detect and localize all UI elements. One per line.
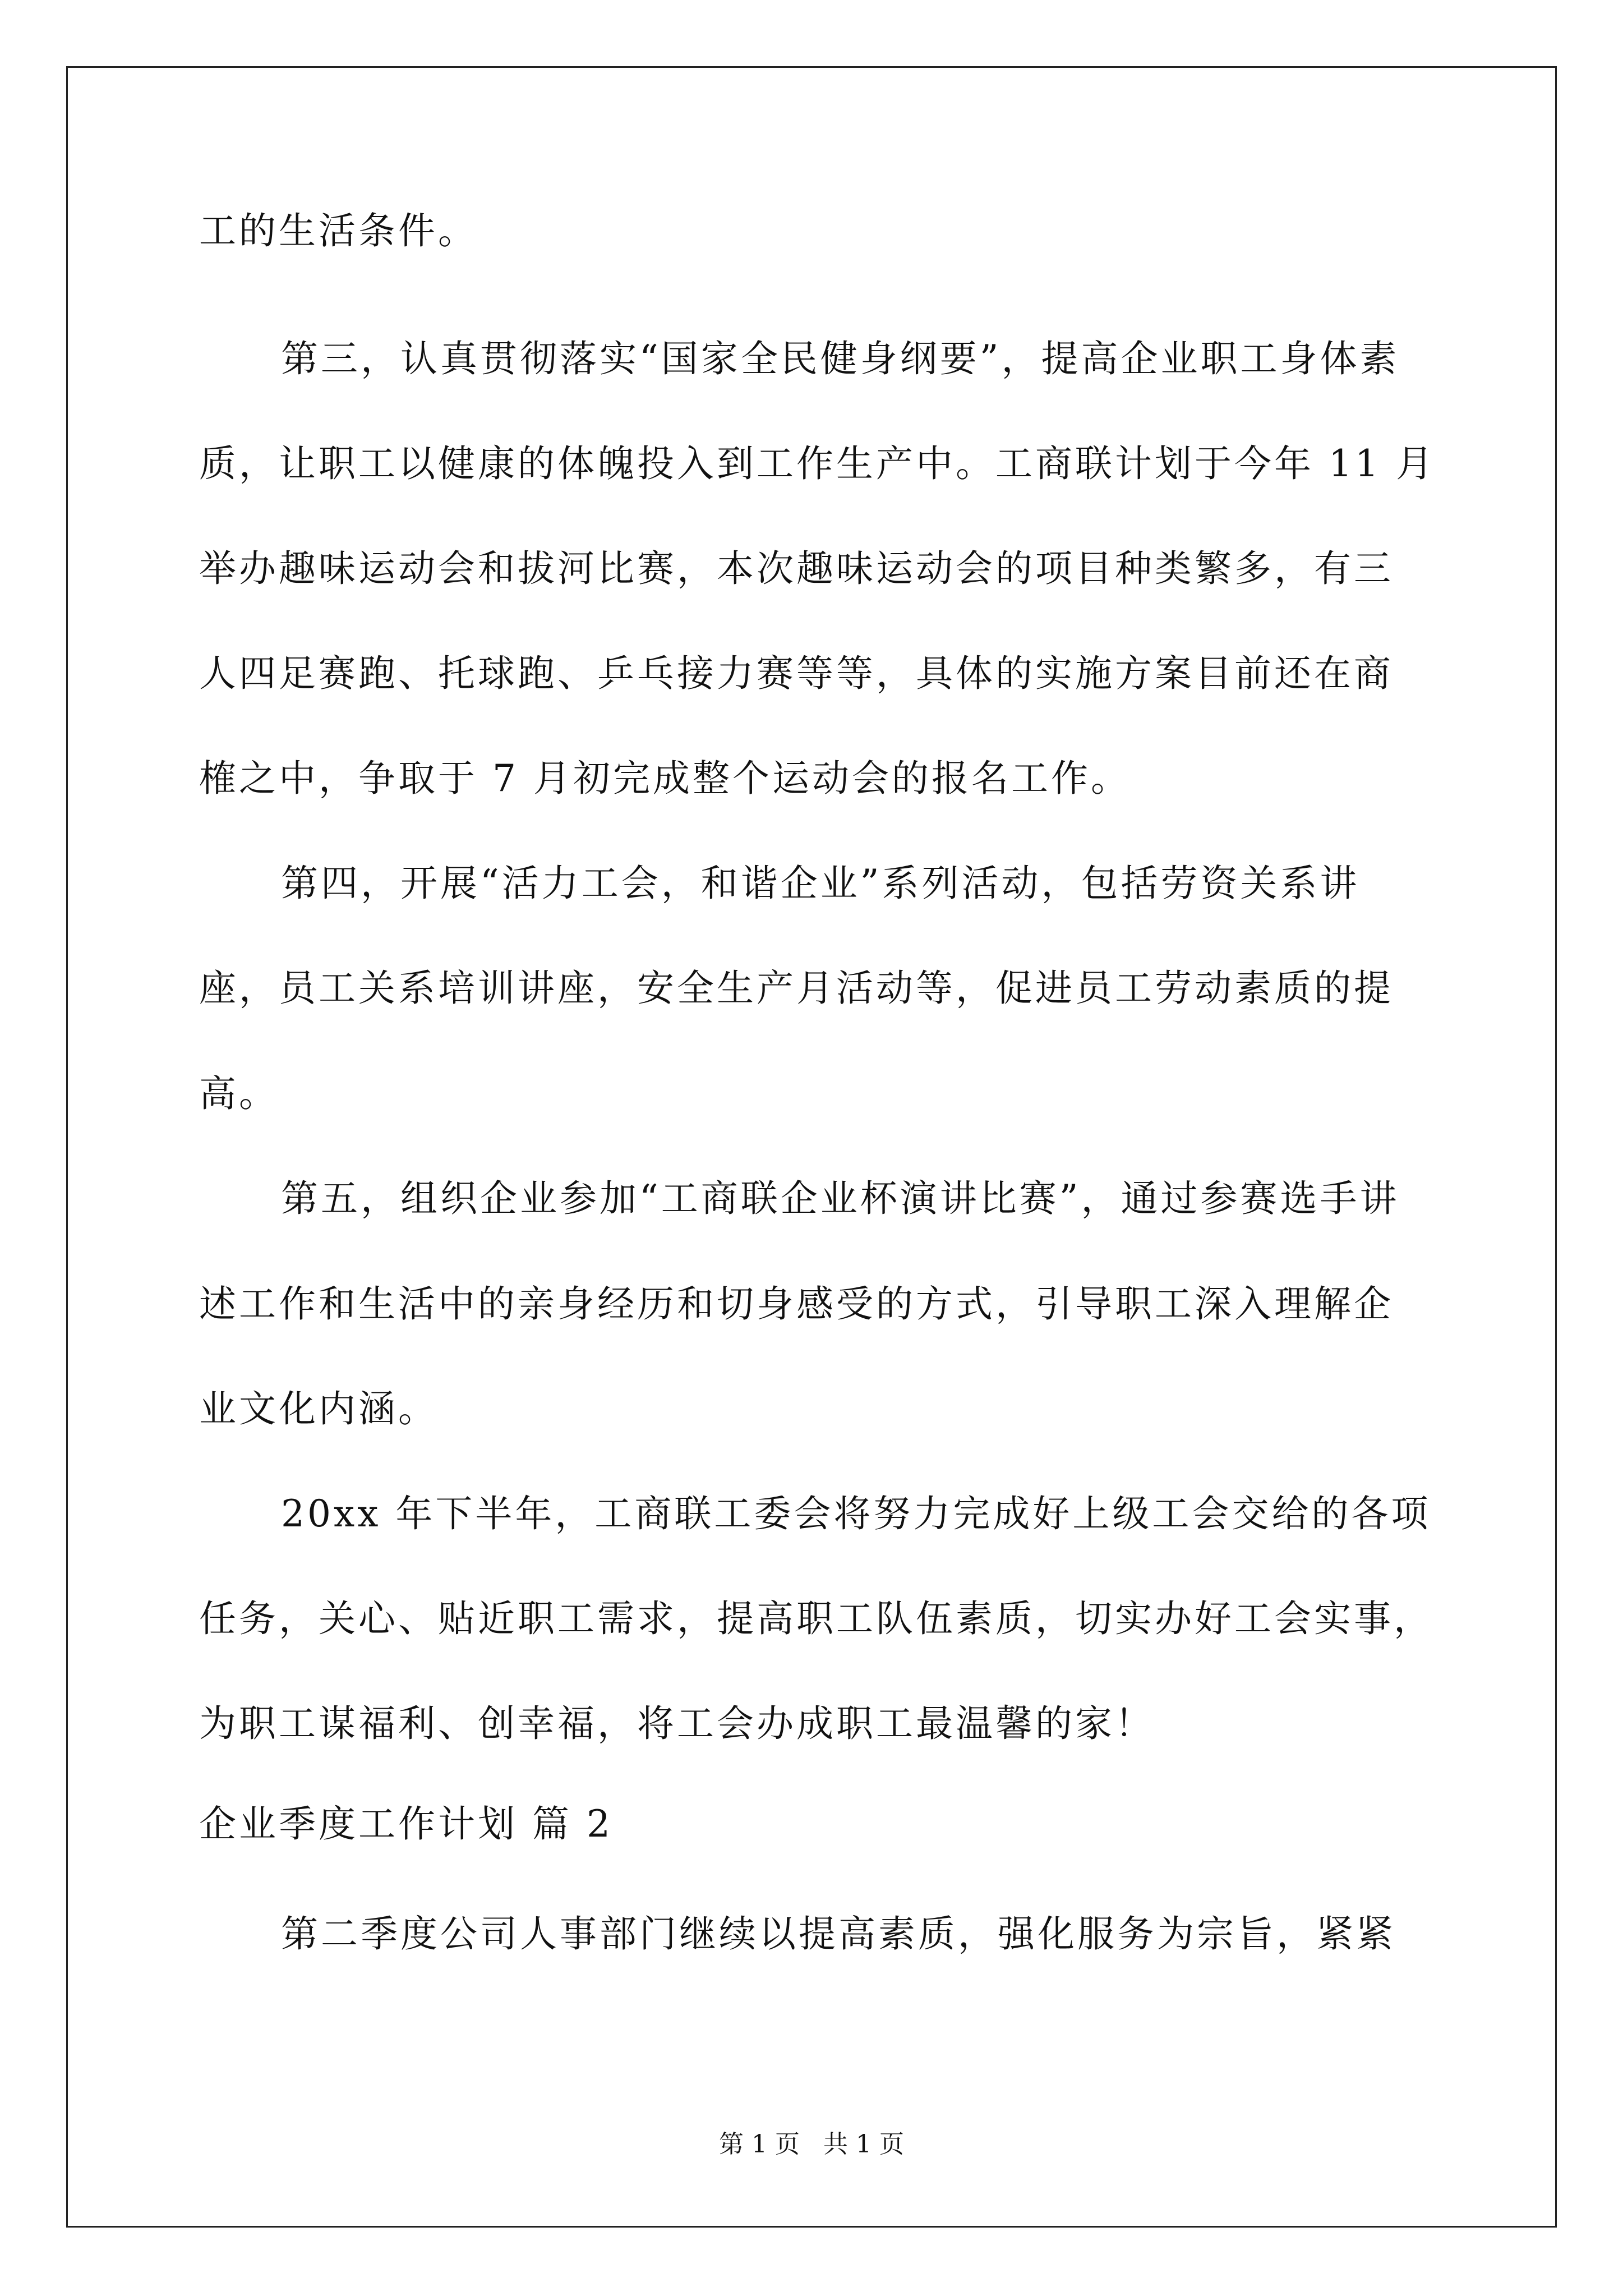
text-line: 20xx 年下半年，工商联工委会将努力完成好上级工会交给的各项 — [281, 1492, 1431, 1535]
text-line: 第三，认真贯彻落实“国家全民健身纲要”，提高企业职工身体素 — [281, 337, 1400, 380]
text-line: 为职工谋福利、创幸福，将工会办成职工最温馨的家！ — [199, 1702, 1155, 1745]
text-line: 工的生活条件。 — [199, 209, 478, 252]
text-line: 述工作和生活中的亲身经历和切身感受的方式，引导职工深入理解企 — [199, 1282, 1394, 1326]
text-line: 任务，关心、贴近职工需求，提高职工队伍素质，切实办好工会实事， — [199, 1597, 1433, 1640]
text-line: 榷之中，争取于 7 月初完成整个运动会的报名工作。 — [199, 757, 1131, 800]
text-line: 业文化内涵。 — [199, 1387, 438, 1430]
page-border — [66, 66, 1557, 2228]
section-heading: 企业季度工作计划 篇 2 — [199, 1802, 613, 1846]
text-line: 第五，组织企业参加“工商联企业杯演讲比赛”，通过参赛选手讲 — [281, 1177, 1400, 1220]
text-line: 座，员工关系培训讲座，安全生产月活动等，促进员工劳动素质的提 — [199, 967, 1394, 1010]
text-line: 举办趣味运动会和拔河比赛，本次趣味运动会的项目种类繁多，有三 — [199, 547, 1394, 590]
text-line: 高。 — [199, 1072, 279, 1115]
text-line: 第四，开展“活力工会，和谐企业”系列活动，包括劳资关系讲 — [281, 862, 1360, 905]
text-line: 人四足赛跑、托球跑、乒乓接力赛等等，具体的实施方案目前还在商 — [199, 652, 1394, 695]
page-number-footer: 第 1 页 共 1 页 — [719, 2130, 904, 2159]
text-line: 质，让职工以健康的体魄投入到工作生产中。工商联计划于今年 11 月 — [199, 442, 1436, 485]
text-line: 第二季度公司人事部门继续以提高素质，强化服务为宗旨，紧紧 — [281, 1912, 1396, 1955]
